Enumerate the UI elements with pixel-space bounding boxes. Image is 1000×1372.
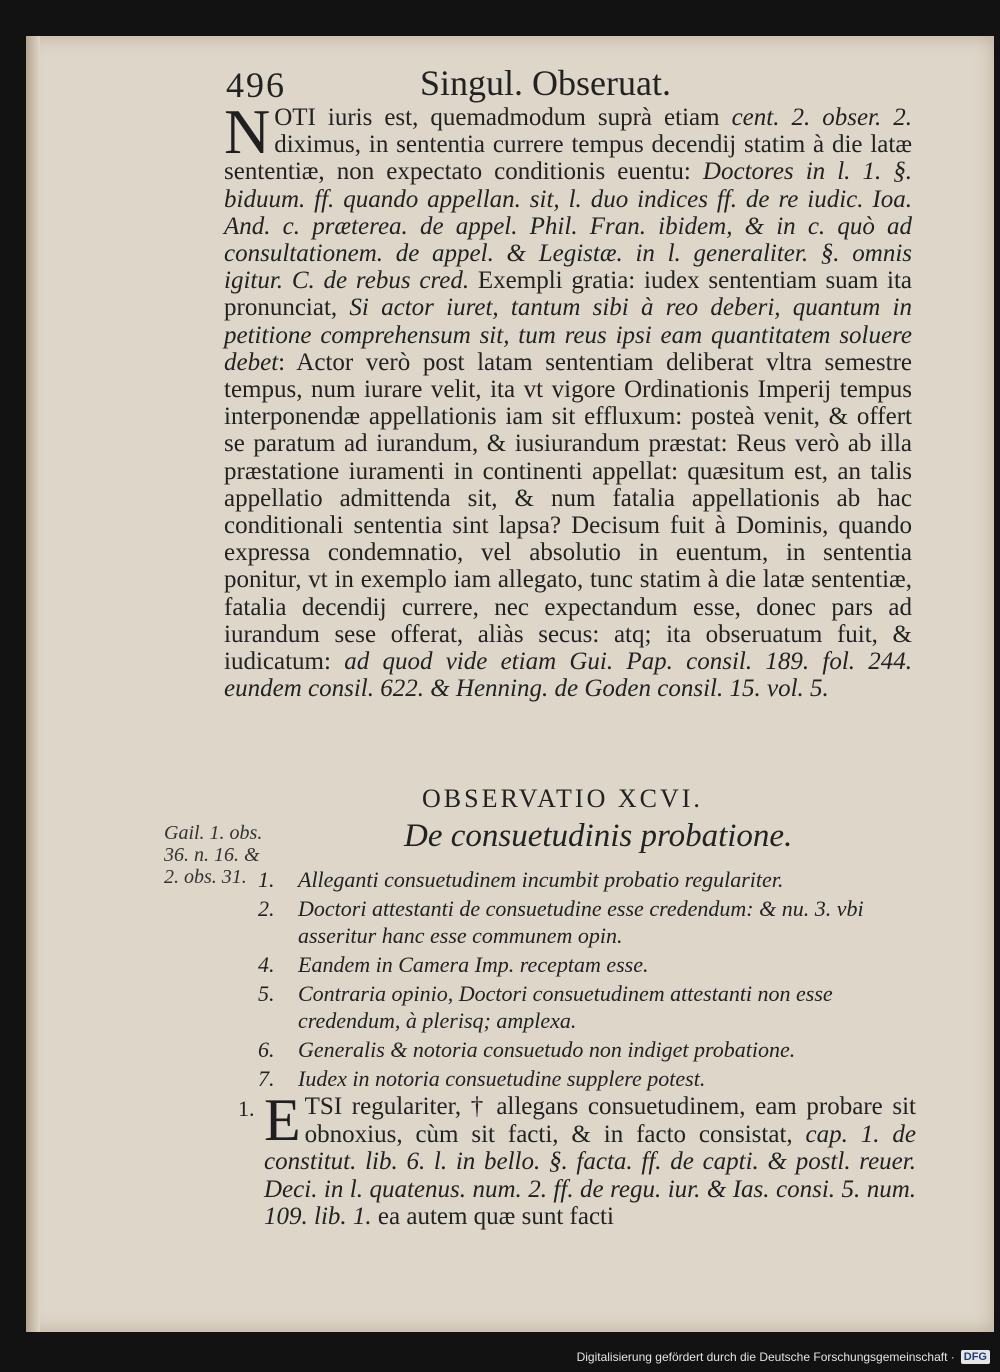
body-text-run: TSI regulariter, † allegans consuetudinem, eam probare sit obnoxius, cùm sit facti, & in facto consistat,: [304, 1093, 916, 1148]
paragraph-1-text: [224, 96, 913, 703]
footer-text: Digitalisierung gefördert durch die Deutsche Forschungsgemeinschaft ·: [576, 1350, 955, 1364]
body-text-run: : Actor verò post latam sententiam deliberat vltra semestre tempus, num iurare velit, ita vt vigore Ordinationis Imperij tempus interponendæ appellationis iam sit effluxum: posteà venit, & offert se paratum ad iurandum, & iusiurandum præstat: Reus verò ab illa præstatione iuramenti in continenti appellat: quæsitum est, an talis appellatio admittenda sit, & num fatalia appellationis ab hac conditionali sententia sint lapsa? Decisum fuit à Dominis, quando expressa condemnatio, vel absolutio in euentum, in sententia ponitur, vt in exemplo iam allegato, tunc statim à die latæ sententiæ, fatalia decendij currere, nec expectandum esse, donec pars ad iurandum sese offerat, aliàs secus: atq; ita obseruatum fuit, & iudicatum:: [224, 348, 912, 676]
margin-note-line: 2. obs. 31.: [164, 866, 247, 888]
summary-number: 2.: [258, 896, 275, 921]
summary-text: Generalis & notoria consuetudo non indiget probatione.: [298, 1037, 796, 1062]
summary-item: [258, 866, 928, 893]
summary-item: [258, 1065, 928, 1092]
summary-text: Alleganti consuetudinem incumbit probatio regulariter.: [298, 867, 784, 892]
summary-text: Doctori attestanti de consuetudine esse credendum: & nu. 3. vbi asseritur hanc esse communem opin.: [298, 896, 864, 948]
drop-cap: N: [224, 96, 271, 167]
citation-text: cent. 2. obser. 2.: [731, 104, 913, 131]
summary-text: Eandem in Camera Imp. receptam esse.: [298, 952, 649, 977]
paragraph-2: [264, 1087, 916, 1231]
summary-list: [258, 866, 928, 1094]
citation-text: Doctores in l. 1. §. biduum. ff. quando appellan. sit, l. duo indices ff. de re iudic. Ioa. And. c. præterea. de appel. Phil. Fran. ibidem, & in c. quò ad consultationem. de appel. & Legistæ. in l. generaliter. §. omnis igitur. C. de rebus cred.: [224, 158, 912, 295]
citation-text: cap. 1. de constitut. lib. 6. l. in bello. §. facta. ff. de capti. & postl. reuer. Deci. in l. quatenus. num. 2. ff. de regu. iur. & Ias. consi. 5. num. 109. lib. 1.: [264, 1120, 916, 1230]
summary-item: [258, 980, 928, 1034]
running-title: Singul. Obseruat.: [420, 63, 671, 103]
drop-cap: E: [264, 1087, 301, 1153]
page-scan: [26, 36, 994, 1332]
citation-text: ad quod vide etiam Gui. Pap. consil. 189. fol. 244. eundem consil. 622. & Henning. de Goden consil. 15. vol. 5.: [224, 648, 913, 703]
observation-subtitle: De consuetudinis probatione.: [404, 818, 793, 854]
summary-number: 1.: [258, 867, 275, 892]
body-text-run: ea autem quæ sunt facti: [371, 1203, 614, 1230]
margin-note: [164, 822, 264, 888]
paragraph-2-marker: 1.: [238, 1096, 255, 1121]
margin-note-line: Gail. 1. obs.: [164, 822, 263, 844]
paragraph-1: [224, 96, 913, 703]
observation-title: OBSERVATIO XCVI.: [422, 784, 703, 813]
page-header: [26, 60, 994, 110]
dfg-logo-icon: DFG: [961, 1350, 990, 1364]
summary-number: 4.: [258, 952, 275, 977]
body-text-run: OTI iuris est, quemadmodum suprà etiam: [274, 104, 732, 131]
page-number: 496: [226, 65, 286, 105]
summary-number: 7.: [258, 1066, 275, 1091]
summary-number: 5.: [258, 981, 275, 1006]
citation-text: Si actor iuret, tantum sibi à reo deberi, quantum in petitione comprehensum sit, tum reus ipsi eam quantitatem soluere debet: [224, 294, 912, 376]
summary-item: [258, 895, 928, 949]
summary-item: [258, 1036, 928, 1063]
page-gutter-shadow: [26, 36, 40, 1332]
footer-credit: [577, 1348, 990, 1366]
paragraph-2-text: [264, 1087, 916, 1231]
body-text-run: diximus, in sententia currere tempus decendij statim à die latæ sententiæ, non expectato conditionis euentu:: [224, 131, 912, 186]
summary-text: Contraria opinio, Doctori consuetudinem attestanti non esse credendum, à plerisq; amplexa.: [298, 981, 833, 1033]
summary-number: 6.: [258, 1037, 275, 1062]
summary-item: [258, 951, 928, 978]
margin-note-line: 36. n. 16. &: [164, 844, 260, 866]
summary-text: Iudex in notoria consuetudine supplere potest.: [298, 1066, 706, 1091]
body-text-run: Exempli gratia: iudex sententiam suam ita pronunciat,: [224, 267, 912, 322]
